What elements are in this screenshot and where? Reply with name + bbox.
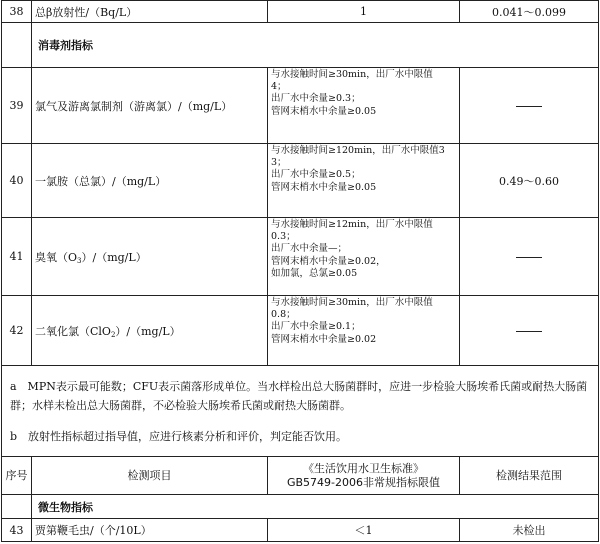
result-range	[460, 68, 599, 144]
condition-line: 出厂水中余量≥0.1；	[271, 321, 361, 333]
condition-line: 出厂水中余量≥0.3；	[271, 93, 361, 105]
condition-line: 与水接触时间≥30min，出厂水中限值	[271, 69, 433, 80]
limit-conditions	[268, 68, 460, 144]
result-range: 未检出	[460, 519, 599, 542]
section-number-cell	[2, 23, 32, 68]
condition-line: 0.8；	[271, 309, 296, 321]
table-row	[2, 68, 599, 144]
header-range: 检测结果范围	[460, 457, 599, 495]
header-row	[2, 457, 599, 495]
row-number: 42	[2, 296, 32, 366]
item-name: 臭氧$(O_3)/(mg/L)$	[32, 218, 268, 296]
item-name: 氯气及游离氯制剂（游离氯）/（mg/L）	[32, 68, 268, 144]
condition-line: 与水接触时间≥12min，出厂水中限值	[271, 219, 433, 230]
table-row	[2, 144, 599, 218]
section-number-cell	[2, 495, 32, 519]
header-item: 检测项目	[32, 457, 268, 495]
condition-line: 管网末梢水中余量≥0.02	[271, 333, 377, 345]
water-quality-table	[1, 0, 599, 542]
limit-conditions	[268, 296, 460, 366]
section-title-disinfectant: 消毒剂指标	[32, 23, 599, 68]
table-row	[2, 1, 599, 23]
condition-line: 0.3；	[271, 231, 296, 243]
limit-value: ＜1	[268, 519, 460, 542]
item-name: 贾第鞭毛虫/（个/10L）	[32, 519, 268, 542]
table-row	[2, 218, 599, 296]
row-number: 43	[2, 519, 32, 542]
row-number: 39	[2, 68, 32, 144]
notes-row	[2, 366, 599, 457]
dash-placeholder	[516, 106, 542, 107]
section-row	[2, 23, 599, 68]
item-name: 总β放射性/（Bq/L）	[32, 1, 268, 23]
row-number: 38	[2, 1, 32, 23]
result-range: 0.49～0.60	[460, 144, 599, 218]
row-number: 40	[2, 144, 32, 218]
item-name: 一氯胺（总氯）/（mg/L）	[32, 144, 268, 218]
note-a: a MPN表示最可能数；CFU表示菌落形成单位。当水样检出总大肠菌群时，应进一步检验大肠埃希氏菌或耐热大肠菌群；水样未检出总大肠菌群，不必检验大肠埃希氏菌或耐热大肠菌群。	[10, 379, 588, 412]
row-number: 41	[2, 218, 32, 296]
header-standard	[268, 457, 460, 495]
condition-line: 与水接触时间≥120min，出厂水中限值3	[271, 145, 445, 156]
condition-line: 与水接触时间≥30min，出厂水中限值	[271, 297, 433, 308]
section-row	[2, 495, 599, 519]
condition-line: 3；	[271, 157, 287, 169]
table-notes	[2, 366, 599, 457]
condition-line: 管网末梢水中余量≥0.02，	[271, 255, 386, 267]
result-range	[460, 296, 599, 366]
table-row	[2, 296, 599, 366]
note-b: b 放射性指标超过指导值，应进行核素分析和评价，判定能否饮用。	[10, 429, 348, 443]
condition-line: 管网末梢水中余量≥0.05	[271, 105, 377, 117]
header-no: 序号	[2, 457, 32, 495]
result-range: 0.041～0.099	[460, 1, 599, 23]
header-standard-code: GB5749-2006非常规指标限值	[286, 475, 441, 489]
dash-placeholder	[516, 331, 542, 332]
header-standard-title: 《生活饮用水卫生标准》	[303, 461, 424, 475]
section-title-microbial: 微生物指标	[32, 495, 599, 519]
limit-conditions	[268, 218, 460, 296]
condition-line: 如加氯，总氯≥0.05	[271, 267, 358, 279]
condition-line: 4；	[271, 81, 287, 93]
table-row	[2, 519, 599, 542]
limit-conditions	[268, 144, 460, 218]
condition-line: 出厂水中余量≥0.5；	[271, 169, 361, 181]
item-name: 二氧化氯（ClO$_2$）/（mg/L）	[32, 296, 268, 366]
result-range	[460, 218, 599, 296]
condition-line: 管网末梢水中余量≥0.05	[271, 181, 377, 193]
limit-value: 1	[268, 1, 460, 23]
condition-line: 出厂水中余量—；	[271, 243, 348, 255]
dash-placeholder	[516, 257, 542, 258]
